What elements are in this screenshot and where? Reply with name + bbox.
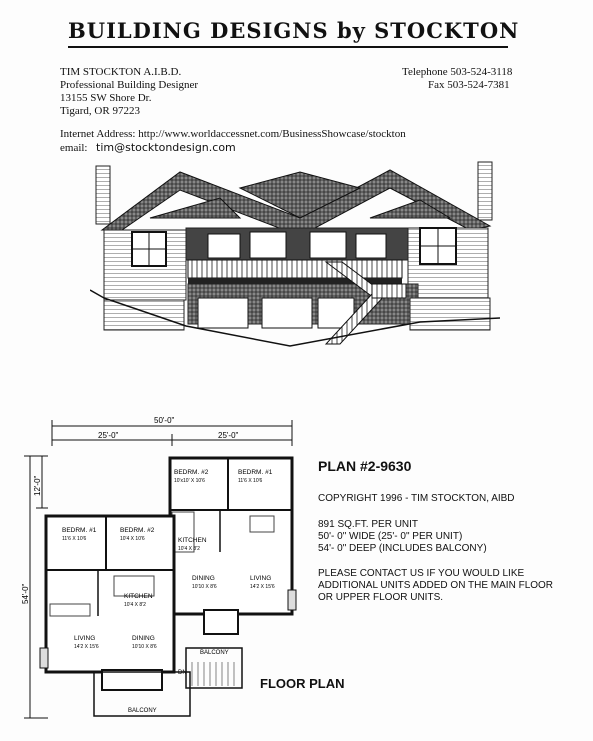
title-rule [68,46,508,48]
telephone: Telephone 503-524-3118 [402,66,513,78]
lower-kitchen: KITCHEN [124,593,153,600]
front-elevation [90,158,500,356]
left-balcony-label: BALCONY [128,708,157,714]
dim-54: 54'-0" [21,583,30,604]
lower-living: LIVING [74,635,96,642]
email-label: email: [60,142,88,154]
dim-total: 50'-0" [154,416,175,425]
svg-text:10'4 X 8'2: 10'4 X 8'2 [178,546,200,552]
svg-text:11'6 X 10'6: 11'6 X 10'6 [62,536,87,542]
upper-living: LIVING [250,575,272,582]
upper-kitchen: KITCHEN [178,537,207,544]
right-chimney [478,162,492,220]
square-footage: 891 SQ.FT. PER UNIT [318,519,419,530]
left-chimney [96,166,110,224]
contact-line-2: ADDITIONAL UNITS ADDED ON THE MAIN FLOOR [318,580,554,591]
svg-text:11'6 X 10'6: 11'6 X 10'6 [238,478,263,484]
deck-railing [188,260,402,278]
width-spec: 50'- 0" WIDE (25'- 0" PER UNIT) [318,531,463,542]
floor-plan-label: FLOOR PLAN [260,676,345,691]
designer-name: TIM STOCKTON A.I.B.D. [60,66,182,78]
svg-text:10'10 X 8'6: 10'10 X 8'6 [132,644,157,650]
stair-down-label: DN [178,670,187,676]
email-address[interactable]: tim@stocktondesign.com [96,141,236,154]
svg-text:10'x10' X 10'6: 10'x10' X 10'6 [174,478,205,484]
street-address: 13155 SW Shore Dr. [60,92,152,104]
floor-plan-drawing [14,412,314,741]
dim-left: 25'-0" [98,431,119,440]
dim-12: 12'-0" [33,475,42,496]
contact-line-3: OR UPPER FLOOR UNITS. [318,592,444,603]
svg-text:10'10 X 8'6: 10'10 X 8'6 [192,584,217,590]
upper-bedroom-2: BEDRM. #2 [174,469,209,476]
svg-text:10'4 X 10'6: 10'4 X 10'6 [120,536,145,542]
fax: Fax 503-524-7381 [428,79,510,91]
internet-address[interactable]: Internet Address: http://www.worldaccessnet.com/BusinessShowcase/stockton [60,128,406,140]
company-title: BUILDING DESIGNS by STOCKTON [68,18,520,43]
upper-bedroom-1: BEDRM. #1 [238,469,273,476]
city-address: Tigard, OR 97223 [60,105,140,117]
designer-role: Professional Building Designer [60,79,199,91]
plan-number: PLAN #2-9630 [318,458,412,474]
lower-bedroom-2: BEDRM. #2 [120,527,155,534]
svg-text:14'2 X 15'6: 14'2 X 15'6 [74,644,99,650]
upper-dining: DINING [192,575,215,582]
svg-text:10'4 X 8'2: 10'4 X 8'2 [124,602,146,608]
dim-right: 25'-0" [218,431,239,440]
copyright: COPYRIGHT 1996 - TIM STOCKTON, AIBD [318,493,515,504]
lower-dining: DINING [132,635,155,642]
svg-text:14'2 X 15'6: 14'2 X 15'6 [250,584,275,590]
right-balcony-label: BALCONY [200,650,229,656]
depth-spec: 54'- 0" DEEP (INCLUDES BALCONY) [318,543,487,554]
lower-bedroom-1: BEDRM. #1 [62,527,97,534]
contact-line-1: PLEASE CONTACT US IF YOU WOULD LIKE [318,568,525,579]
